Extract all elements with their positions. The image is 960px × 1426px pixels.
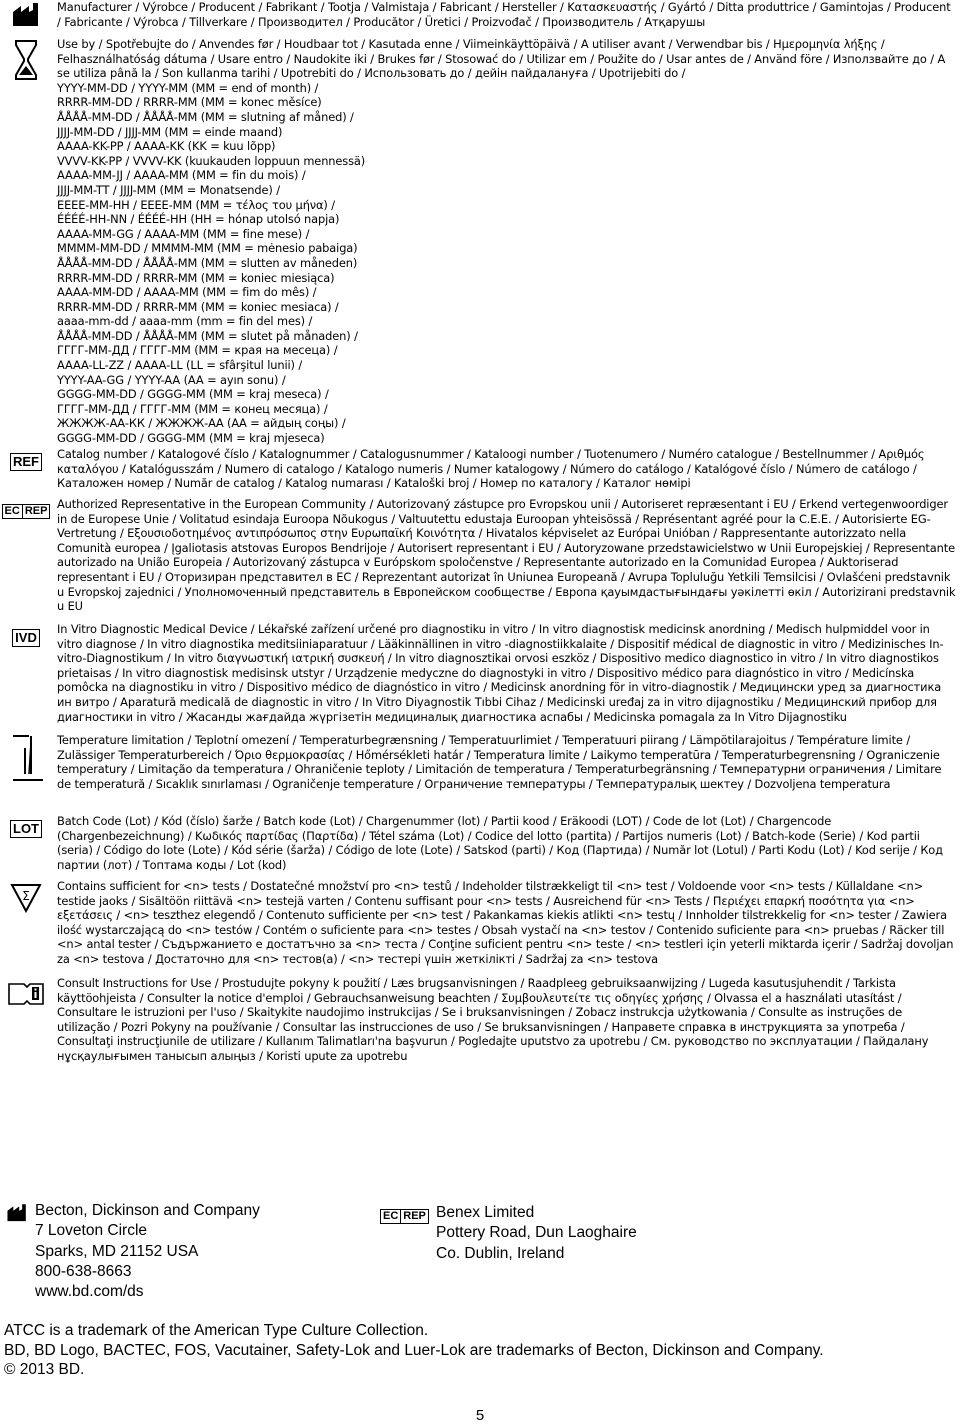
ivd-symbol: IVD: [8, 629, 44, 647]
address-line: Becton, Dickinson and Company: [35, 1202, 260, 1219]
footer-line: © 2013 BD.: [4, 1361, 85, 1378]
ref-text: Catalog number / Katalogové číslo / Katalognummer / Catalogusnummer / Kataloogi number / Tuotenumero / Numéro catalogue / Bestellnummer / Αριθμός καταλόγου / Katalógusszám / Numero di catalogo / Katalogo numeris / Numer katalogowy / Número do catálogo / Katalógové číslo / Número de catálogo / Каталожен номер / Număr de catalog / Katalog numarası / Kataloški broj / Номер по каталогу / Каталог нөмірі: [57, 447, 925, 491]
address-line: Pottery Road, Dun Laoghaire: [436, 1224, 637, 1242]
date-format-line: ГГГГ-ММ-ДД / ГГГГ-ММ (ММ = края на месеца) /: [57, 343, 338, 358]
factory-icon: [8, 2, 44, 28]
date-format-line: MMMM-MM-DD / MMMM-MM (MM = mėnesio pabaiga): [57, 241, 358, 256]
date-format-line: ÅÅÅÅ-MM-DD / ÅÅÅÅ-MM (MM = slutet på månaden) /: [57, 328, 358, 343]
trademark-footer: [4, 1321, 824, 1380]
manufacturer-text: Manufacturer / Výrobce / Producent / Fabrikant / Tootja / Valmistaja / Fabricant / Hersteller / Κατασκευαστής / Gyártó / Ditta produttrice / Gamintojas / Producent / Fabricante / Výrobca / Tillverkare / Производител / Producător / Üretici / Proizvođač / Производитель / Атқарушы: [57, 0, 951, 29]
ec-rep-symbol: EC REP: [380, 1204, 429, 1224]
address-line: www.bd.com/ds: [35, 1283, 144, 1301]
address-line: Co. Dublin, Ireland: [436, 1244, 565, 1262]
date-format-line: JJJJ-MM-DD / JJJJ-MM (MM = einde maand): [57, 124, 283, 139]
page-number: 5: [475, 1407, 485, 1424]
date-format-line: AAAA-MM-GG / AAAA-MM (MM = fine mese) /: [57, 226, 310, 241]
book-info-icon: [8, 982, 44, 1006]
date-format-line: GGGG-MM-DD / GGGG-MM (MM = kraj meseca) /: [57, 387, 329, 402]
date-format-line: ÅÅÅÅ-MM-DD / ÅÅÅÅ-MM (MM = slutning af måned) /: [57, 109, 354, 124]
footer-line: BD, BD Logo, BACTEC, FOS, Vacutainer, Safety-Lok and Luer-Lok are trademarks of Becton, Dickinson and Company.: [4, 1341, 824, 1359]
date-format-line: AAAA-LL-ZZ / AAAA-LL (LL = sfârşitul lunii) /: [57, 358, 303, 373]
date-format-line: ЖЖЖЖ-АА-КК / ЖЖЖЖ-АА (АА = айдың соңы) /: [57, 416, 346, 431]
hourglass-icon: [8, 40, 44, 80]
factory-icon: [6, 1203, 28, 1227]
date-format-line: ÅÅÅÅ-MM-DD / ÅÅÅÅ-MM (MM = slutten av måneden): [57, 255, 358, 270]
date-format-line: RRRR-MM-DD / RRRR-MM (MM = koniec miesiąca): [57, 270, 335, 285]
ref-symbol: REF: [8, 453, 44, 471]
date-format-line: ΕΕΕΕ-ΜΜ-ΗΗ / ΕΕΕΕ-ΜΜ (ΜΜ = τέλος του μήνα) /: [57, 197, 335, 212]
date-format-line: AAAA-MM-DD / AAAA-MM (MM = fim do mês) /: [57, 285, 317, 300]
date-format-line: RRRR-MM-DD / RRRR-MM (MM = konec měsíce): [57, 95, 322, 110]
lot-symbol: LOT: [8, 820, 44, 838]
lot-text: Batch Code (Lot) / Kód (číslo) šarže / Batch kode (Lot) / Chargenummer (lot) / Partii kood / Eräkoodi (LOT) / Code de lot (Lot) / Chargencode (Chargenbezeichnung) / Κωδικός παρτίδας (Παρτίδα) / Tétel száma (Lot) / Codice del lotto (partita) / Partijos numeris (Lot) / Batch-kode (Serie) / Kod partii (seria) / Código do lote (Lote) / Kód série (šarža) / Código de lote (Lote) / Satskod (parti) / Код (Партида) / Număr lot (Lotul) / Parti Kodu (Lot) / Kod serije / Код партии (лот) / Топтама коды / Lot (kod): [57, 814, 943, 872]
date-format-line: GGGG-MM-DD / GGGG-MM (MM = kraj mjeseca): [57, 431, 325, 446]
sigma-triangle-icon: [8, 883, 44, 913]
date-format-line: RRRR-MM-DD / RRRR-MM (MM = koniec mesiaca) /: [57, 299, 339, 314]
temperature-text: Temperature limitation / Teplotní omezení / Temperaturbegrænsning / Temperatuurlimiet / Temperatuuri piirang / Lämpötilarajoitus / Température limite / Zulässiger Temperaturbereich / Όριο θερμοκρασίας / Hőmérsékleti határ / Temperatura limite / Laikymo temperatūra / Temperaturbegrensning / Ograniczenie temperatury / Limitação da temperatura / Ohraničenie teploty / Limitación de temperatura / Temperaturbegränsning / Температурни ограничения / Limitare de temperatură / Sıcaklık sınırlaması / Ograničenje temperature / Ограничение температуры / Температуралық шектеу / Dozvoljena temperatura: [57, 733, 942, 791]
date-format-line: AAAA-MM-JJ / AAAA-MM (MM = fin du mois) /: [57, 168, 306, 183]
date-format-line: VVVV-KK-PP / VVVV-KK (kuukauden loppuun mennessä): [57, 153, 366, 168]
date-format-line: YYYY-AA-GG / YYYY-AA (AA = ayın sonu) /: [57, 372, 286, 387]
ec-rep-symbol: EC REP: [4, 504, 48, 519]
date-format-line: JJJJ-MM-TT / JJJJ-MM (MM = Monatsende) /: [57, 182, 280, 197]
date-format-line: AAAA-KK-PP / AAAA-KK (KK = kuu lõpp): [57, 139, 276, 154]
use-by-text: [57, 37, 957, 446]
sigma-text: Contains sufficient for <n> tests / Dostatečné množství pro <n> testů / Indeholder tilstrækkeligt til <n> test / Voldoende voor <n> tests / Küllaldane <n> testide jaoks / Sisältöön riittävä <n> testejä varten / Contenu suffisant pour <n> tests / Ausreichend für <n> Tests / Περιέχει επαρκή ποσότητα για <n> εξετάσεις / <n> teszthez elegendő / Contenuto sufficiente per <n> test / Pakankamas kiekis atlikti <n> testų / Innholder tilstrekkelig for <n> tester / Zawiera ilość wystarczającą do <n> testów / Contém o suficiente para <n> testes / Obsah vystačí na <n> testov / Contenido suficiente para <n> pruebas / Räcker till <n> antal tester / Съдържанието е достатъчно за <n> теста / Conţine suficient pentru <n> teste / <n> testleri için yeterli miktarda içerir / Sadržaj dovoljan za <n> testova / Достаточно для <n> тестов(а) / <n> тестері үшін жеткілікті / Sadržaj za <n> testova: [57, 879, 954, 966]
svg-text:Σ: Σ: [22, 889, 30, 903]
date-format-line: ÉÉÉÉ-HH-NN / ÉÉÉÉ-HH (HH = hónap utolsó napja): [57, 212, 340, 227]
ec-rep-text: Authorized Representative in the European Community / Autorizovaný zástupce pro Evropskou unii / Autoriseret repræsentant i EU / Erkend vertegenwoordiger in de Europese Unie / Volitatud esindaja Euroopa Nõukogus / Valtuutettu edustaja Euroopan yhteisössä / Représentant agréé pour la C.E.E. / Autorisierte EG-Vertretung / Εξουσιοδοτημένος αντιπρόσωπος στην Ευρωπαϊκή Κοινότητα / Hivatalos képviselet az Európai Unióban / Rappresentante autorizzato nella Comunità europea / Įgaliotasis atstovas Europos Bendrijoje / Autorisert representant i EU / Autoryzowane przedstawicielstwo w Unii Europejskiej / Representante autorizado na União Europeia / Autorizovaný zástupca v Európskom spoločenstve / Representante autorizado en la Comunidad Europea / Auktoriserad representant i EU / Оторизиран представител в ЕС / Reprezentant autorizat în Uniunea Europeană / Avrupa Topluluğu Yetkili Temsilcisi / Ovlašćeni predstavnik u Evropskoj zajednici / Уполномоченный представитель в Европейском сообществе / Европа қауымдастығындағы уәкілетті өкіл / Autorizirani predstavnik u EU: [57, 497, 956, 614]
date-format-line: YYYY-MM-DD / YYYY-MM (MM = end of month) /: [57, 80, 319, 95]
ivd-text: In Vitro Diagnostic Medical Device / Lékařské zařízení určené pro diagnostiku in vitro / In vitro diagnostisk medicinsk anordning / Medisch hulpmiddel voor in vitro diagnose / In vitro diagnostika meditsiiniaparatuur / Lääkinnällinen in vitro -diagnostiikkalaite / Dispositif médical de diagnostic in vitro / Medizinisches In-vitro-Diagnostikum / In vitro διαγνωστική ιατρική συσκευή / In vitro diagnosztikai orvosi eszköz / Dispositivo medico diagnostico in vitro / In vitro diagnostikos prietaisas / In vitro diagnostisk medisinsk utstyr / Urządzenie medyczne do diagnostyki in vitro / Dispositivo médico para diagnóstico in vitro / Medicínska pomôcka na diagnostiku in vitro / Dispositivo médico de diagnóstico in vitro / Medicinsk anordning för in vitro-diagnostik / Медицински уред за диагностика ин витро / Aparatură medicală de diagnostic in vitro / In Vitro Diyagnostik Tıbbi Cihaz / Medicinski uređaj za in vitro dijagnostiku / Медицинский прибор для диагностики in vitro / Жасанды жағдайда жүргізетін медициналық диагностика аспабы / Medicinska pomagala za In Vitro Dijagnostiku: [57, 622, 944, 724]
use-by-intro: Use by / Spotřebujte do / Anvendes før / Houdbaar tot / Kasutada enne / Viimeinkäyttöpäivä / A utiliser avant / Verwendbar bis / Ημερομηνία λήξης / Felhasználhatóság dátuma / Usare entro / Naudokite iki / Brukes før / Stosować do / Utilizar em / Použite do / Usar antes de / Använd före / Използвайте до / A se utiliza până la / Son kullanma tarihi / Upotrebiti do / Использовать до / дейін пайдалануға / Upotrijebiti do /: [57, 37, 946, 81]
address-line: 7 Loveton Circle: [35, 1222, 148, 1240]
address-line: Sparks, MD 21152 USA: [35, 1242, 199, 1260]
consult-text: Consult Instructions for Use / Prostudujte pokyny k použití / Læs brugsanvisningen / Raadpleeg gebruiksaanwijzing / Lugeda kasutusjuhendit / Tarkista käyttöohjeista / Consulter la notice d'emploi / Gebrauchsanweisung beachten / Συμβουλευτείτε τις οδηγίες χρήσης / Olvassa el a használati utasítást / Consultare le istruzioni per l'uso / Skaitykite naudojimo instrukcijas / Se i bruksanvisningen / Zobacz instrukcja użytkowania / Consulte as instruções de utilização / Pozri Pokyny na používanie / Consultar las instrucciones de uso / Se bruksanvisningen / Направете справка в инструкцията за употреба / Consultaţi instrucţiunile de utilizare / Kullanım Talimatları'na başvurun / Pogledajte uputstvo za upotrebu / См. руководство по эксплуатации / Пайдалану нұсқаулығымен танысып алыңыз / Koristi upute za upotrebu: [57, 976, 929, 1063]
address-line: Benex Limited: [436, 1204, 535, 1221]
thermometer-icon: [8, 734, 44, 782]
address-line: 800-638-8663: [35, 1262, 132, 1280]
date-format-line: ГГГГ-ММ-ДД / ГГГГ-ММ (ММ = конец месяца) /: [57, 401, 328, 416]
date-format-line: aaaa-mm-dd / aaaa-mm (mm = fin del mes) /: [57, 314, 313, 329]
footer-line: ATCC is a trademark of the American Type Culture Collection.: [4, 1322, 429, 1339]
